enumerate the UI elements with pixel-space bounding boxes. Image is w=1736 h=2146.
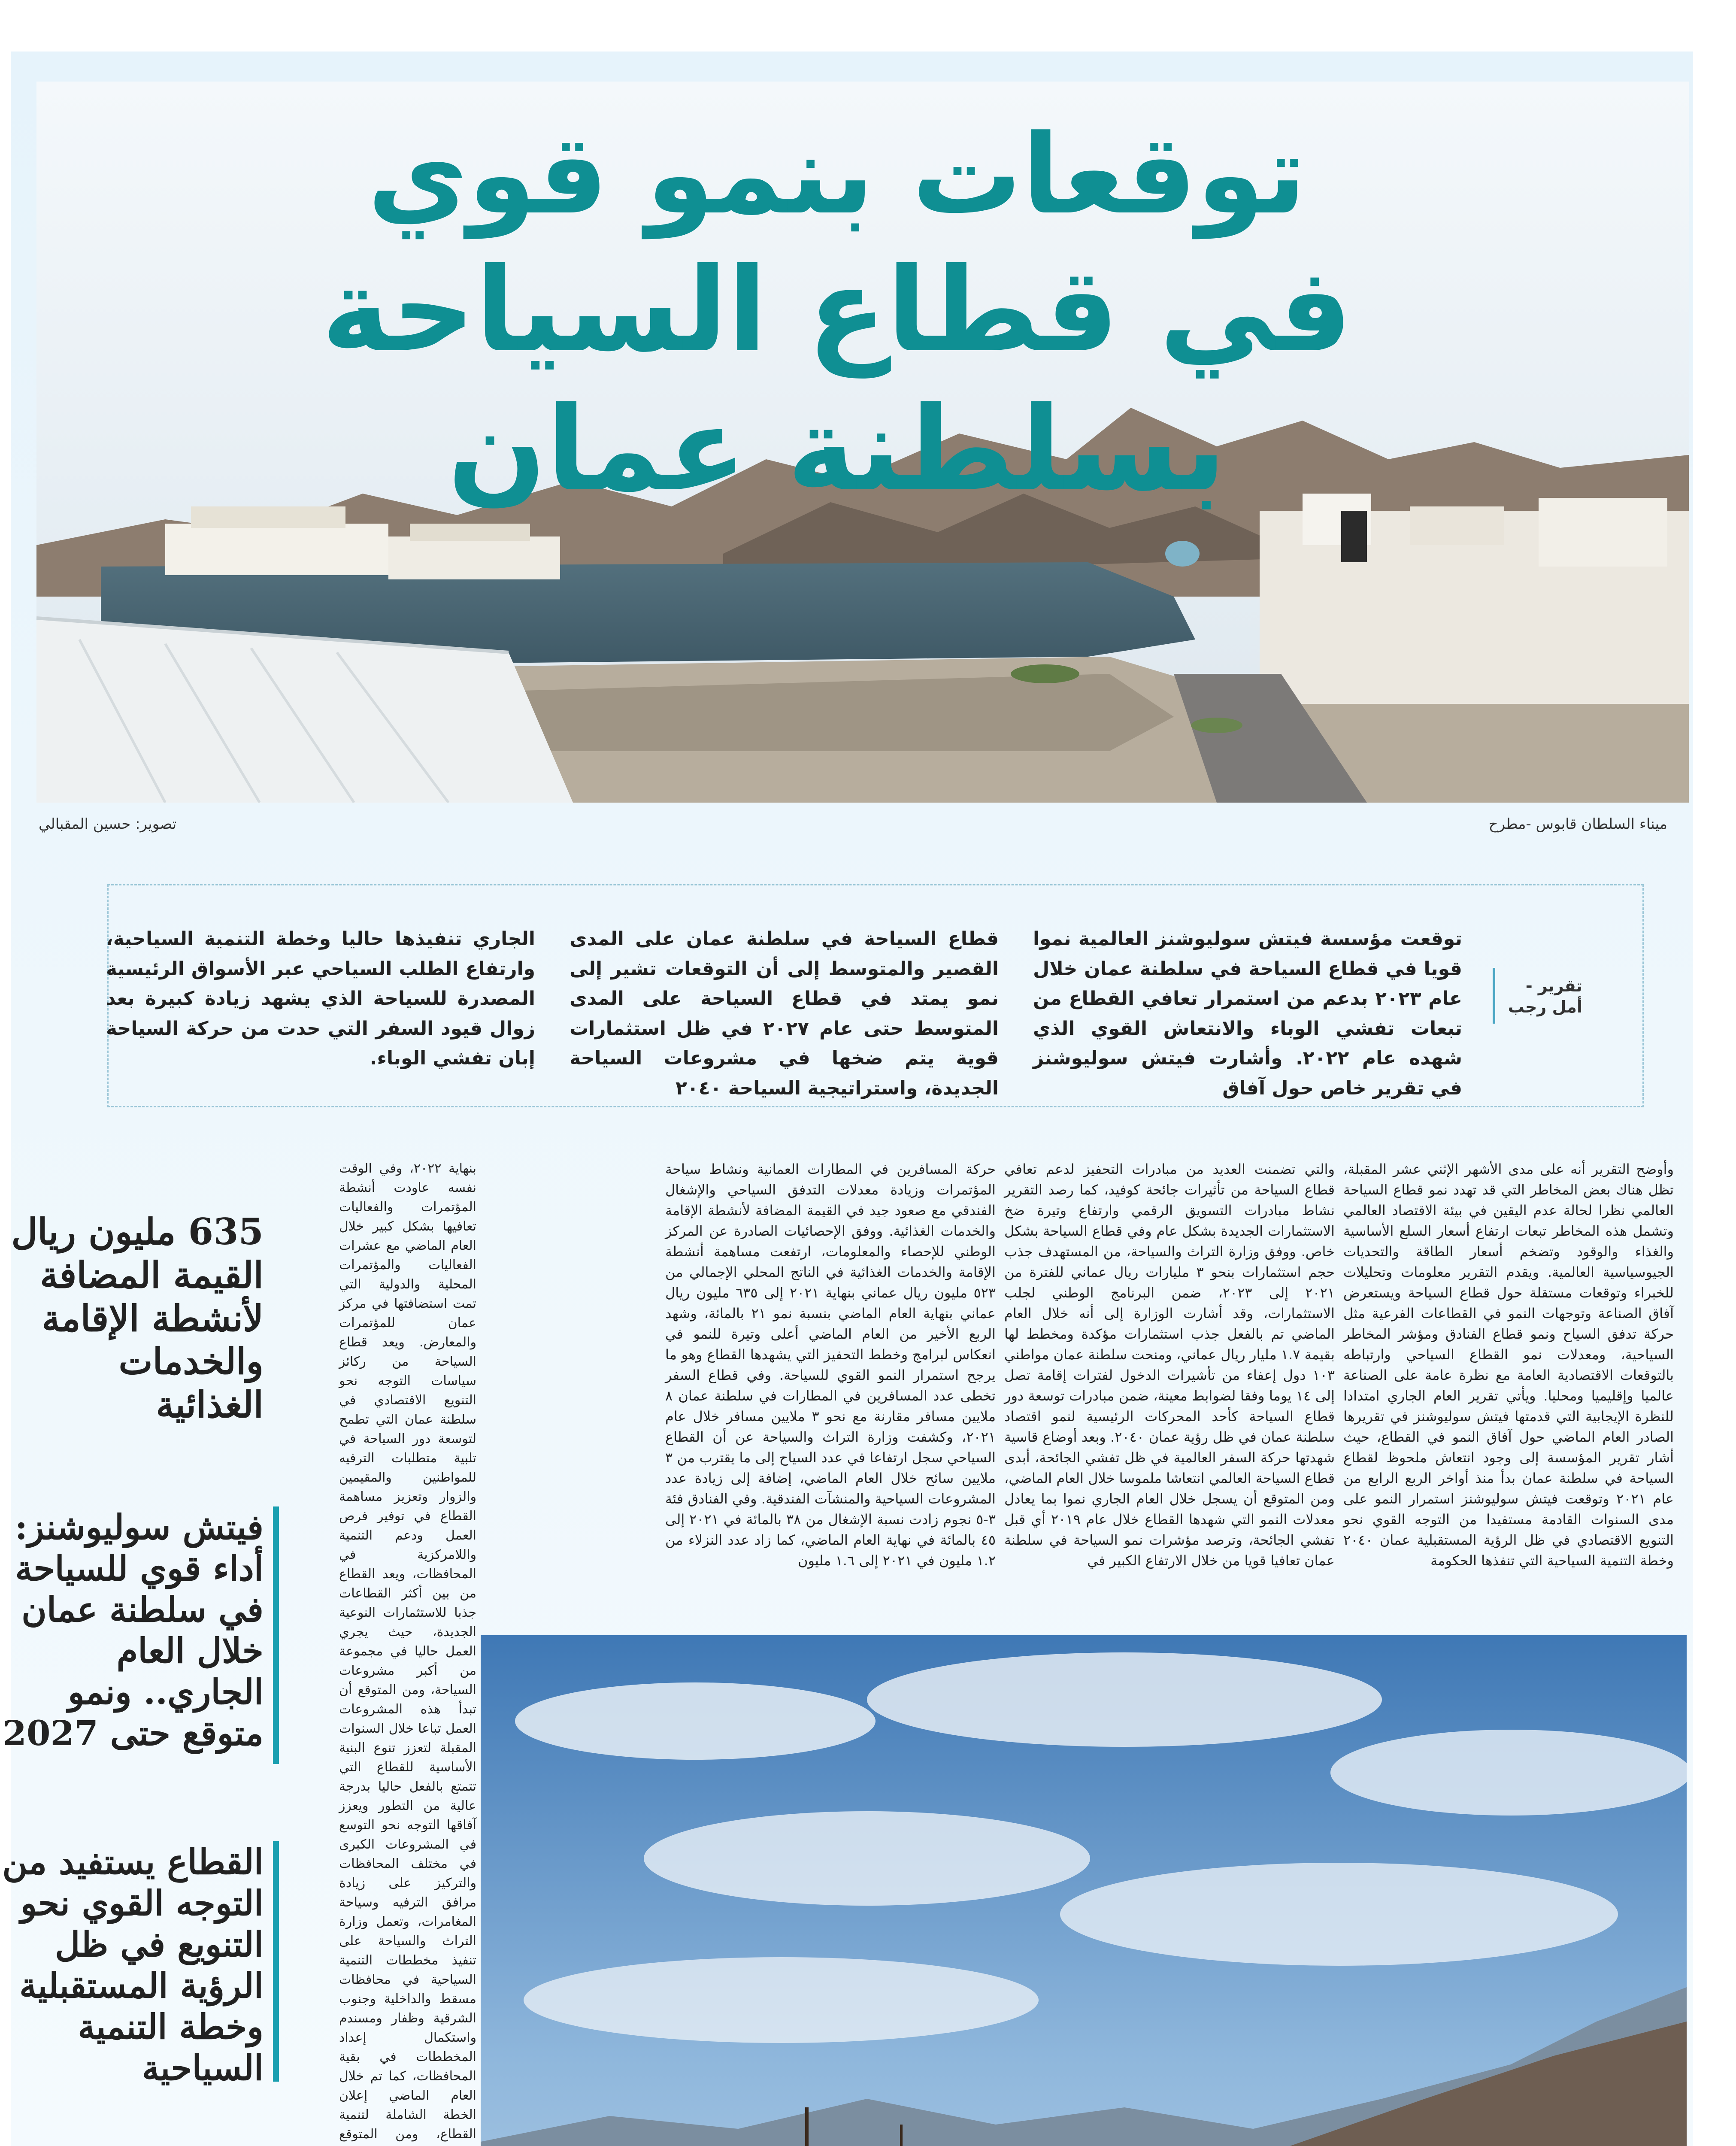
body-column-1: وأوضح التقرير أنه على مدى الأشهر الإثني عشر المقبلة، تظل هناك بعض المخاطر التي قد تهدد نمو قطاع السياحة العالمي نظرا لحالة عدم اليقين في بيئة الاقتصاد العالمي وتشمل هذه المخاطر تبعات ارتفاع أسعار السلع الأساسية والغذاء والوقود وتضخم أسعار الطاقة والتحديات الجيوسياسية العالمية. ويقدم التقرير معلومات وتحليلات للخبراء وتوقعات مستقلة حول قطاع السياحة ويستعرض آفاق الصناعة وتوجهات النمو في القطاعات الفرعية مثل حركة تدفق السياح ونمو قطاع الفنادق ومؤشر المخاطر السياحية، ومعدلات نمو القطاع السياحي وارتباطه بالتوقعات الاقتصادية العامة مع نظرة عامة على الصناعة عالميا وإقليميا ومحليا. ويأتي تقرير العام الجاري امتدادا للنظرة الإيجابية التي قدمتها فيتش سوليوشنز في تقريرها الصادر العام الماضي حول آفاق النمو في القطاع، حيث أشار تقرير المؤسسة إلى وجود انتعاش ملحوظ لقطاع السياحة في سلطنة عمان بدأ منذ أواخر الربع الرابع من عام ٢٠٢١ وتوقعت فيتش سوليوشنز استمرار النمو على مدى السنوات القادمة مستفيدا من التوجه القوي نحو التنويع الاقتصادي في ظل الرؤية المستقبلية عمان ٢٠٤٠ وخطة التنمية السياحية التي تنفذها الحكومة — [1343, 1161, 1674, 1569]
byline-label: تقرير - — [1525, 976, 1582, 995]
intro-paragraph-1: توقعت مؤسسة فيتش سوليوشنز العالمية نموا قويا في قطاع السياحة في سلطنة عمان خلال عام ٢٠٢٣ بدعم من استمرار تعافي القطاع من تبعات تفشي الوباء والانتعاش القوي الذي شهده عام ٢٠٢٢. وأشارت فيتش سوليوشنز في تقرير خاص حول آفاق — [1033, 928, 1462, 1099]
pull-quote-3-text: القطاع يستفيد من التوجه القوي نحو التنويع في ظل الرؤية المستقبلية وخطة التنمية السياحية — [2, 1842, 264, 2088]
byline-name: أمل رجب — [1508, 997, 1582, 1017]
pull-quote-1-text: 635 مليون ريال القيمة المضافة لأنشطة الإقامة والخدمات الغذائية — [11, 1210, 264, 1426]
pull-quote-3-rule — [273, 1841, 279, 2082]
body-column-2: والتي تضمنت العديد من مبادرات التحفيز لدعم تعافي قطاع السياحة من تأثيرات جائحة كوفيد، كما رصد التقرير نشاط مبادرات التسويق الرقمي وارتفاع وتيرة ضخ الاستثمارات الجديدة بشكل عام وفي قطاع السياحة بشكل خاص. ووفق وزارة التراث والسياحة، من المستهدف جذب حجم استثمارات بنحو ٣ مليارات ريال عماني للفترة من ٢٠٢١ إلى ٢٠٢٣، ضمن البرنامج الوطني لجلب الاستثمارات، وقد أشارت الوزارة إلى أنه خلال العام الماضي تم بالفعل جذب استثمارات مؤكدة ومخطط لها بقيمة ١.٧ مليار ريال عماني، ومنحت سلطنة عمان مواطني ١٠٣ دول إعفاء من تأشيرات الدخول لفترات إقامة تصل إلى ١٤ يوما وفقا لضوابط معينة، ضمن مبادرات توسعة دور قطاع السياحة كأحد المحركات الرئيسية لنمو اقتصاد سلطنة عمان في ظل رؤية عمان ٢٠٤٠. وبعد أوضاع قاسية شهدتها حركة السفر العالمية في ظل تفشي الجائحة، أبدى قطاع السياحة العالمي انتعاشا ملموسا خلال العام الماضي، ومن المتوقع أن يسجل خلال العام الجاري نموا بما يعادل معدلات النمو التي شهدها القطاع خلال عام ٢٠١٩ أي قبل تفشي الجائحة، وترصد مؤشرات نمو السياحة في سلطنة عمان تعافيا قويا من خلال الارتفاع الكبير في — [1004, 1161, 1335, 1569]
body-column-4: بنهاية ٢٠٢٢، وفي الوقت نفسه عاودت أنشطة المؤتمرات والفعاليات تعافيها بشكل كبير خلال العام الماضي مع عشرات الفعاليات والمؤتمرات المحلية والدولية التي تمت استضافتها في مركز عمان للمؤتمرات والمعارض. ويعد قطاع السياحة من ركائز سياسات التوجه نحو التنويع الاقتصادي في سلطنة عمان التي تطمح لتوسعة دور السياحة في تلبية متطلبات الترفيه للمواطنين والمقيمين والزوار وتعزيز مساهمة القطاع في توفير فرص العمل ودعم التنمية واللامركزية في المحافظات، ويعد القطاع من بين أكثر القطاعات جذبا للاستثمارات النوعية الجديدة، حيث يجري العمل حاليا في مجموعة من أكبر مشروعات السياحة، ومن المتوقع أن تبدأ هذه المشروعات العمل تباعا خلال السنوات المقبلة لتعزز تنوع البنية الأساسية للقطاع التي تتمتع بالفعل حاليا بدرجة عالية من التطور ويعزز آفاقها التوجه نحو التوسع في المشروعات الكبرى في مختلف المحافظات والتركيز على زيادة مرافق الترفيه وسياحة المغامرات، وتعمل وزارة التراث والسياحة على تنفيذ مخططات التنمية السياحية في محافظات مسقط والداخلية وجنوب الشرقية وظفار ومسندم واستكمال إعداد المخططات في بقية المحافظات، كما تم خلال العام الماضي إعلان الخطة الشاملة لتنمية القطاع، ومن المتوقع — [339, 1161, 476, 2142]
byline-bar — [1493, 968, 1495, 1024]
page-top-margin — [0, 0, 1736, 56]
pull-quote-2-text: فيتش سوليوشنز: أداء قوي للسياحة في سلطنة عمان خلال العام الجاري.. ونمو متوقع حتى 2027 — [3, 1507, 264, 1753]
pull-quote-3 — [0, 1841, 279, 2088]
body-column-3: حركة المسافرين في المطارات العمانية ونشاط سياحة المؤتمرات وزيادة معدلات التدفق السياحي والإشغال الفندقي مع صعود جيد في القيمة المضافة لأنشطة الإقامة والخدمات الغذائية. ووفق الإحصائيات الصادرة عن المركز الوطني للإحصاء والمعلومات، ارتفعت مساهمة أنشطة الإقامة والخدمات الغذائية في الناتج المحلي الإجمالي من ٥٢٣ مليون ريال عماني بنهاية ٢٠٢١ إلى ٦٣٥ مليون ريال عماني بنهاية العام الماضي بنسبة نمو ٢١ بالمائة، وشهد الربع الأخير من العام الماضي أعلى وتيرة للنمو في انعكاس لبرامج وخطط التحفيز التي يشهدها القطاع وهو ما يرجح استمرار النمو القوي للسياحة. وفي قطاع السفر تخطى عدد المسافرين في المطارات في سلطنة عمان ٨ ملايين مسافر مقارنة مع نحو ٣ ملايين مسافر خلال عام ٢٠٢١، وكشفت وزارة التراث والسياحة عن أن القطاع السياحي سجل ارتفاعا في عدد السياح إلى ما يقترب من ٣ ملايين سائح خلال العام الماضي، إضافة إلى زيادة عدد المشروعات السياحية والمنشآت الفندقية. وفي الفنادق فئة ٣-٥ نجوم زادت نسبة الإشغال من ٣٨ بالمائة في ٢٠٢١ إلى ٤٥ بالمائة في نهاية العام الماضي، كما زاد عدد النزلاء من ١.٢ مليون في ٢٠٢١ إلى ١.٦ مليون — [665, 1161, 996, 1569]
pull-quote-2 — [0, 1506, 279, 1754]
pull-quote-1 — [0, 1210, 279, 1427]
pull-quote-2-rule — [273, 1506, 279, 1764]
intro-paragraph-2: قطاع السياحة في سلطنة عمان على المدى القصير والمتوسط إلى أن التوقعات تشير إلى نمو يمتد في قطاع السياحة على المدى المتوسط حتى عام ٢٠٢٧ في ظل استثمارات قوية يتم ضخها في مشروعات السياحة الجديدة، واستراتيجية السياحة ٢٠٤٠ — [570, 928, 999, 1099]
photo-credit: تصوير: حسين المقبالي — [39, 815, 177, 833]
dhows-photo-illustration — [481, 1635, 1687, 2146]
headline-line-2: في قطاع السياحة بسلطنة عمان — [321, 242, 1353, 517]
dhows-photo — [481, 1635, 1687, 2146]
intro-box — [107, 884, 1644, 1107]
photo-caption: ميناء السلطان قابوس -مطرح — [1488, 815, 1667, 833]
headline-line-1: توقعات بنمو قوي — [367, 111, 1306, 239]
intro-paragraph-3: الجاري تنفيذها حاليا وخطة التنمية السياحية، وارتفاع الطلب السياحي عبر الأسواق الرئيسية المصدرة للسياحة الذي يشهد زيادة كبيرة بعد زوال قيود السفر التي حدت من حركة السياحة إبان تفشي الوباء. — [106, 928, 535, 1070]
byline — [1508, 976, 1582, 1018]
headline — [129, 109, 1545, 519]
